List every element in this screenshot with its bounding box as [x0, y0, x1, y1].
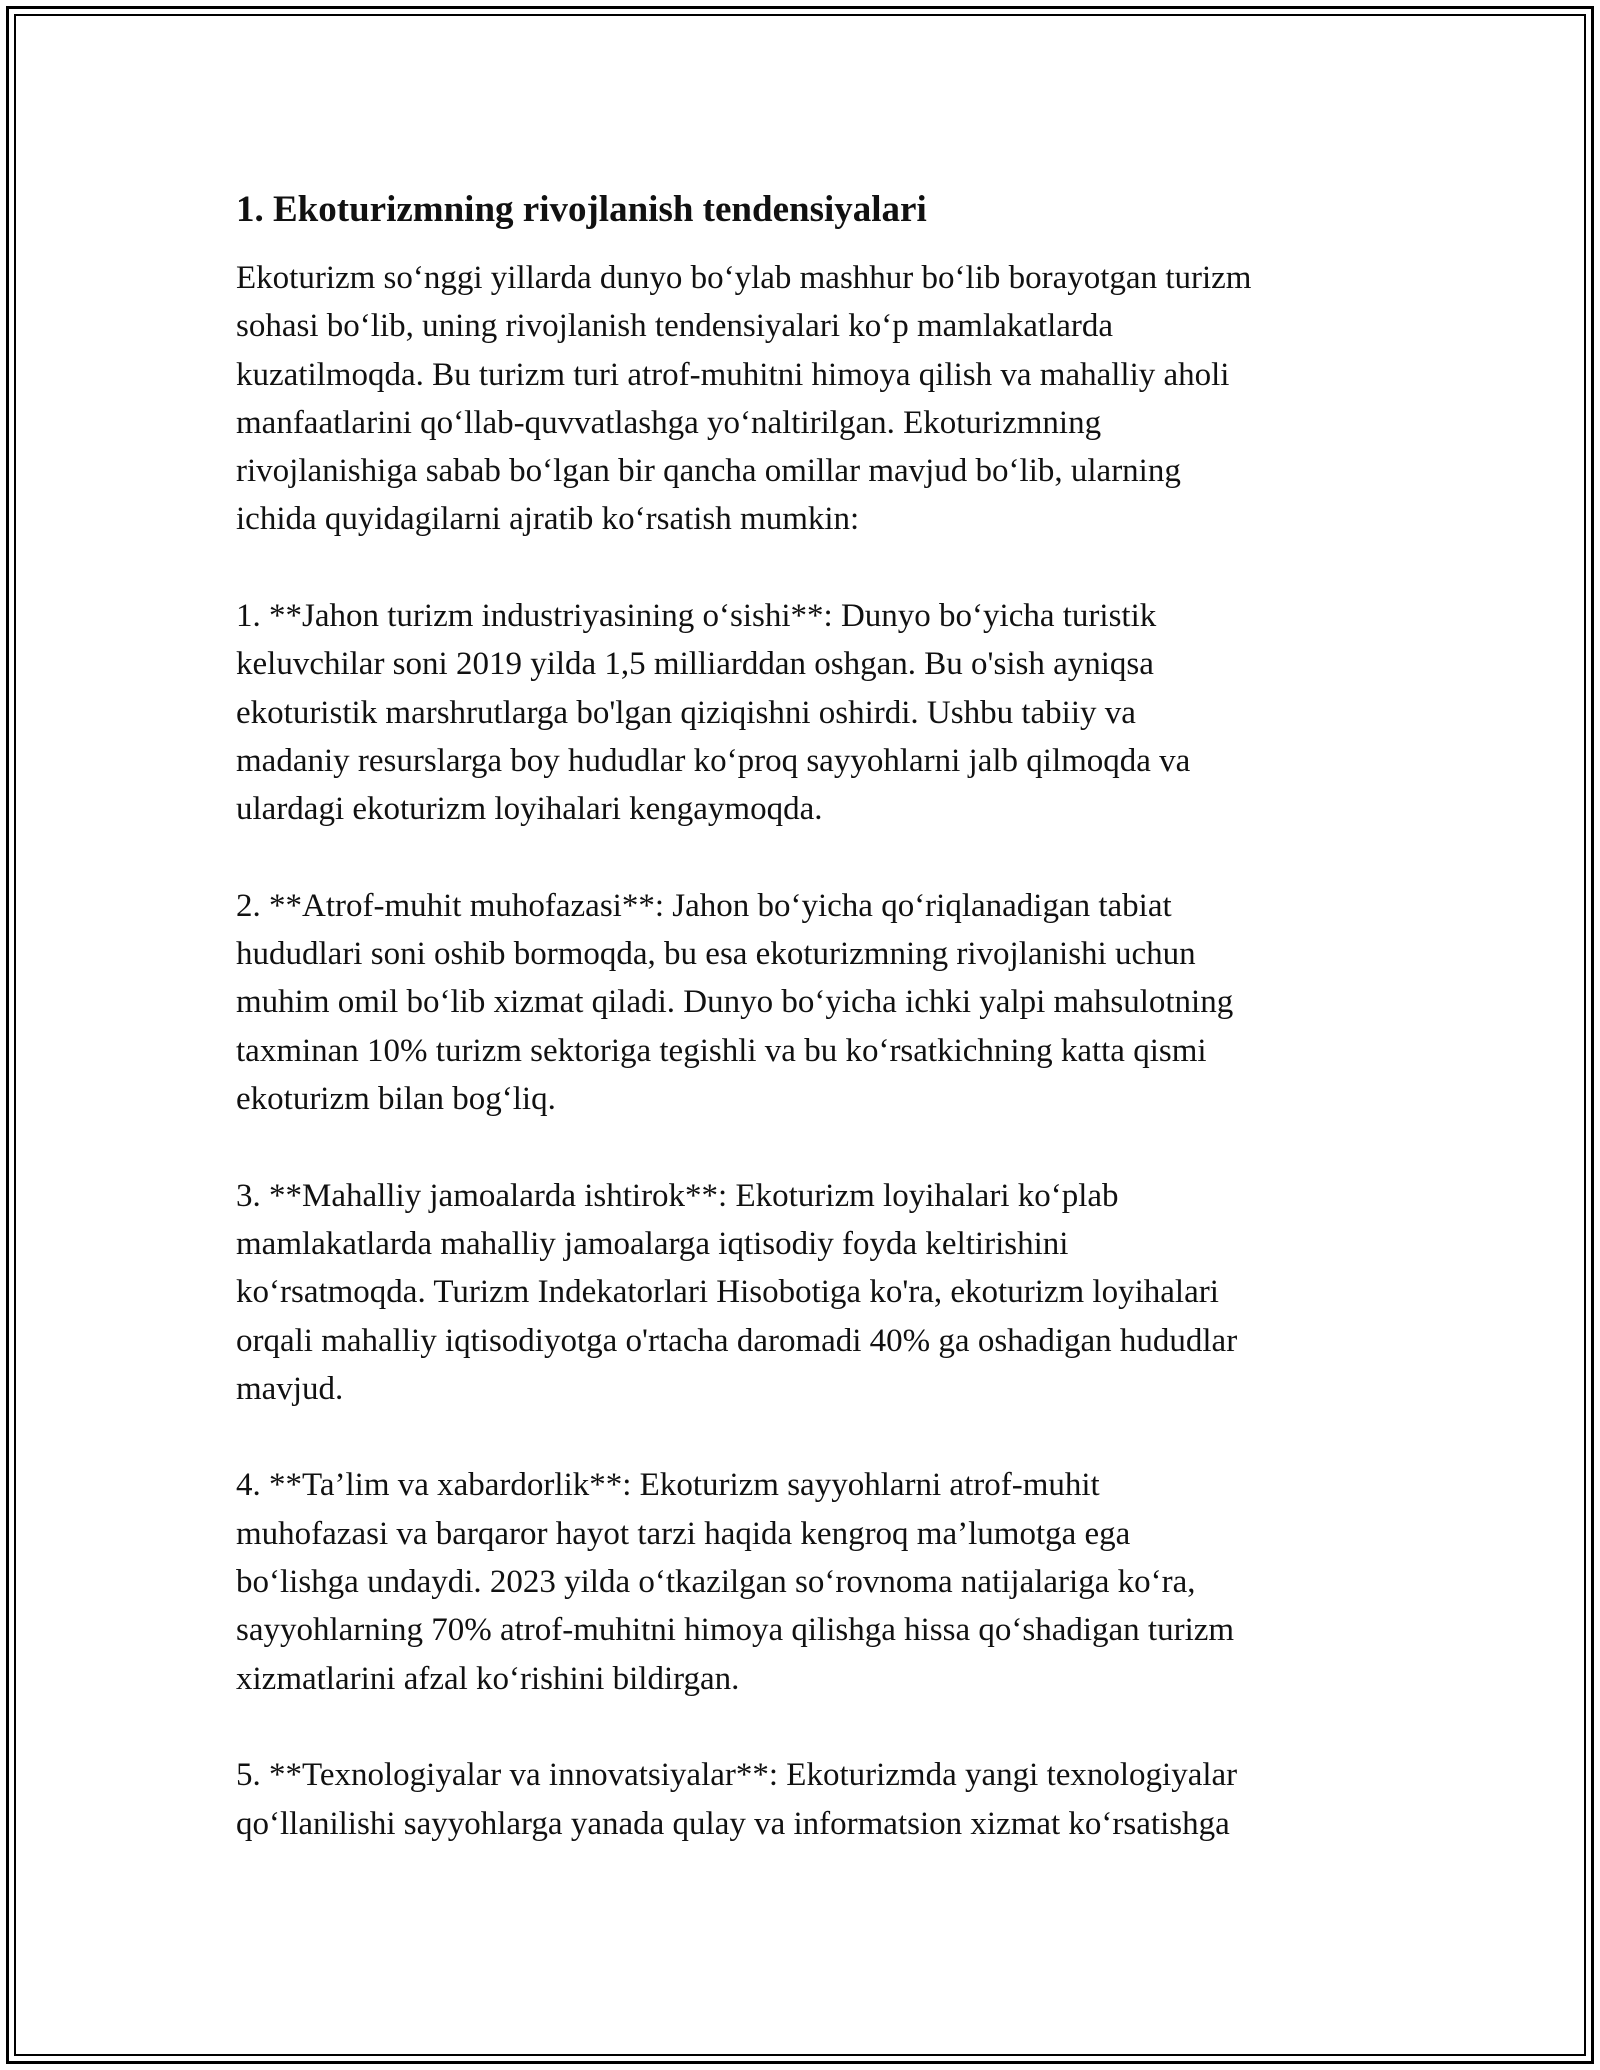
list-item-5: 5. **Texnologiyalar va innovatsiyalar**: Ekoturizmda yangi texnologiyalar qo‘llanilishi sayyohlarga yanada qulay va informatsion xizmat ko‘rsatishga [236, 1757, 1238, 1842]
document-body [236, 186, 1376, 1848]
list-item-3: 3. **Mahalliy jamoalarda ishtirok**: Ekoturizm loyihalari ko‘plab mamlakatlarda mahalliy jamoalarga iqtisodiy foyda keltirishini ko‘rsatmoqda. Turizm Indekatorlari Hisobotiga ko'ra, ekoturizm loyihalari orqali mahalliy iqtisodiyotga o'rtacha daromadi 40% ga oshadigan hududlar mavjud. [236, 1177, 1238, 1407]
section-heading: 1. Ekoturizmning rivojlanish tendensiyalari [236, 189, 927, 230]
intro-paragraph: Ekoturizm so‘nggi yillarda dunyo bo‘ylab mashhur bo‘lib borayotgan turizm sohasi bo‘lib, uning rivojlanish tendensiyalari ko‘p mamlakatlarda kuzatilmoqda. Bu turizm turi atrof-muhitni himoya qilish va mahalliy aholi manfaatlarini qo‘llab-quvvatlashga yo‘naltirilgan. Ekoturizmning rivojlanishiga sabab bo‘lgan bir qancha omillar mavjud bo‘lib, ularning ichida quyidagilarni ajratib ko‘rsatish mumkin: [236, 260, 1252, 538]
paragraph-spacer [236, 544, 1376, 592]
list-item-4: 4. **Ta’lim va xabardorlik**: Ekoturizm sayyohlarni atrof-muhit muhofazasi va barqaror hayot tarzi haqida kengroq ma’lumotga ega bo‘lishga undaydi. 2023 yilda o‘tkazilgan so‘rovnoma natijalariga ko‘ra, sayyohlarning 70% atrof-muhitni himoya qilishga hissa qo‘shadigan turizm xizmatlarini afzal ko‘rishini bildirgan. [236, 1467, 1235, 1697]
paragraph-spacer [236, 834, 1376, 882]
list-item-2: 2. **Atrof-muhit muhofazasi**: Jahon bo‘yicha qo‘riqlanadigan tabiat hududlari soni oshib bormoqda, bu esa ekoturizmning rivojlanishi uchun muhim omil bo‘lib xizmat qiladi. Dunyo bo‘yicha ichki yalpi mahsulotning taxminan 10% turizm sektoriga tegishli va bu ko‘rsatkichning katta qismi ekoturizm bilan bog‘liq. [236, 887, 1234, 1118]
paragraph-spacer [236, 1123, 1376, 1171]
paragraph-spacer [236, 1703, 1376, 1751]
paragraph-spacer [236, 1413, 1376, 1461]
list-item-1: 1. **Jahon turizm industriyasining o‘sishi**: Dunyo bo‘yicha turistik keluvchilar soni 2019 yilda 1,5 milliarddan oshgan. Bu o'sish ayniqsa ekoturistik marshrutlarga bo'lgan qiziqishni oshirdi. Ushbu tabiiy va madaniy resurslarga boy hududlar ko‘proq sayyohlarni jalb qilmoqda va ulardagi ekoturizm loyihalari kengaymoqda. [236, 598, 1191, 828]
